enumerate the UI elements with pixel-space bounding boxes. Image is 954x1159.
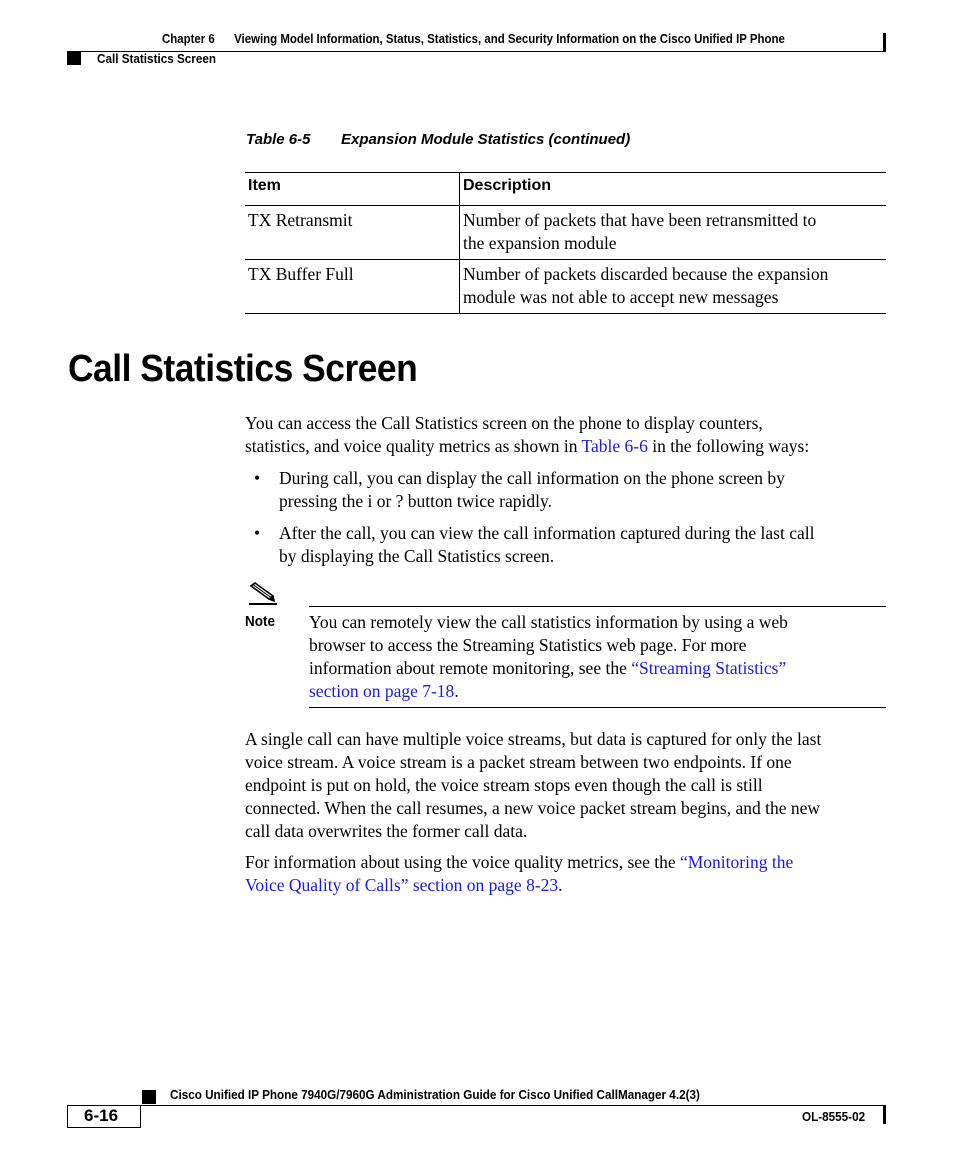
column-header-description: Description: [460, 173, 887, 206]
footer-rule: [67, 1105, 886, 1106]
list-item: [245, 522, 890, 568]
footer-marker: [142, 1090, 156, 1104]
text-line: Voice Quality of Calls” section on page 8-23.: [245, 875, 563, 895]
text-line: browser to access the Streaming Statistics web page. For more: [309, 635, 747, 655]
text-line: You can access the Call Statistics screen on the phone to display counters,: [245, 413, 763, 433]
pencil-note-icon: [247, 582, 279, 608]
streaming-statistics-page-link[interactable]: section on page 7-18: [309, 681, 455, 701]
table-row: [245, 260, 886, 314]
description-line: Number of packets discarded because the expansion: [463, 264, 829, 284]
chapter-number: Chapter 6: [162, 31, 215, 46]
text-line: connected. When the call resumes, a new voice packet stream begins, and the new: [245, 798, 821, 818]
bullet-marker: •: [254, 523, 261, 543]
table-title: Expansion Module Statistics (continued): [341, 131, 631, 148]
table-row: [245, 206, 886, 260]
text-line: For information about using the voice quality metrics, see the “Monitoring the: [245, 852, 794, 872]
table-caption: [246, 131, 630, 148]
note-rule-top: [309, 606, 886, 607]
text-line: call data overwrites the former call data.: [245, 821, 528, 841]
chapter-title: Viewing Model Information, Status, Statistics, and Security Information on the Cisco Unified IP Phone: [234, 31, 785, 46]
text-line: statistics, and voice quality metrics as shown in Table 6-6 in the following ways:: [245, 436, 810, 456]
text-line: After the call, you can view the call information captured during the last call: [279, 523, 815, 543]
note-text: [309, 611, 889, 703]
table-number: Table 6-5: [246, 131, 311, 148]
item-cell: TX Buffer Full: [245, 260, 460, 314]
monitoring-voice-quality-page-link[interactable]: Voice Quality of Calls” section on page 8-23: [245, 875, 559, 895]
document-number: OL-8555-02: [802, 1109, 866, 1124]
monitoring-voice-quality-link[interactable]: “Monitoring the: [679, 852, 794, 872]
section-header: Call Statistics Screen: [97, 51, 217, 66]
text-line: endpoint is put on hold, the voice stream stops even though the call is still: [245, 775, 763, 795]
footer-bar: [883, 1105, 886, 1124]
footer-title: Cisco Unified IP Phone 7940G/7960G Administration Guide for Cisco Unified CallManager 4.2(3): [170, 1087, 700, 1102]
note-label: Note: [245, 613, 276, 630]
description-cell: [460, 206, 887, 260]
column-header-item: Item: [245, 173, 460, 206]
description-line: module was not able to accept new messages: [463, 287, 779, 307]
chapter-header: [162, 31, 785, 46]
voice-stream-paragraph: [245, 728, 895, 843]
text-line: You can remotely view the call statistics information by using a web: [309, 612, 788, 632]
text-line: A single call can have multiple voice streams, but data is captured for only the last: [245, 729, 822, 749]
page-number: 6-16: [84, 1106, 119, 1125]
expansion-module-statistics-table: [245, 172, 886, 314]
description-line: the expansion module: [463, 233, 617, 253]
description-cell: [460, 260, 887, 314]
header-bar: [883, 33, 886, 51]
text-line: During call, you can display the call information on the phone screen by: [279, 468, 785, 488]
text-line: by displaying the Call Statistics screen.: [279, 546, 555, 566]
note-rule-bottom: [309, 707, 886, 708]
table-header-row: [245, 173, 886, 206]
text-line: information about remote monitoring, see the “Streaming Statistics”: [309, 658, 787, 678]
text-line: section on page 7-18.: [309, 681, 459, 701]
text-line: pressing the i or ? button twice rapidly.: [279, 491, 552, 511]
section-marker: [67, 52, 81, 65]
streaming-statistics-link[interactable]: “Streaming Statistics”: [631, 658, 787, 678]
list-item: [245, 467, 890, 513]
table-6-6-link[interactable]: Table 6-6: [581, 436, 648, 456]
text-line: voice stream. A voice stream is a packet stream between two endpoints. If one: [245, 752, 792, 772]
voice-quality-paragraph: [245, 851, 895, 897]
section-heading: Call Statistics Screen: [68, 348, 418, 390]
bullet-marker: •: [254, 468, 261, 488]
item-cell: TX Retransmit: [245, 206, 460, 260]
description-line: Number of packets that have been retransmitted to: [463, 210, 817, 230]
intro-paragraph: [245, 412, 895, 458]
